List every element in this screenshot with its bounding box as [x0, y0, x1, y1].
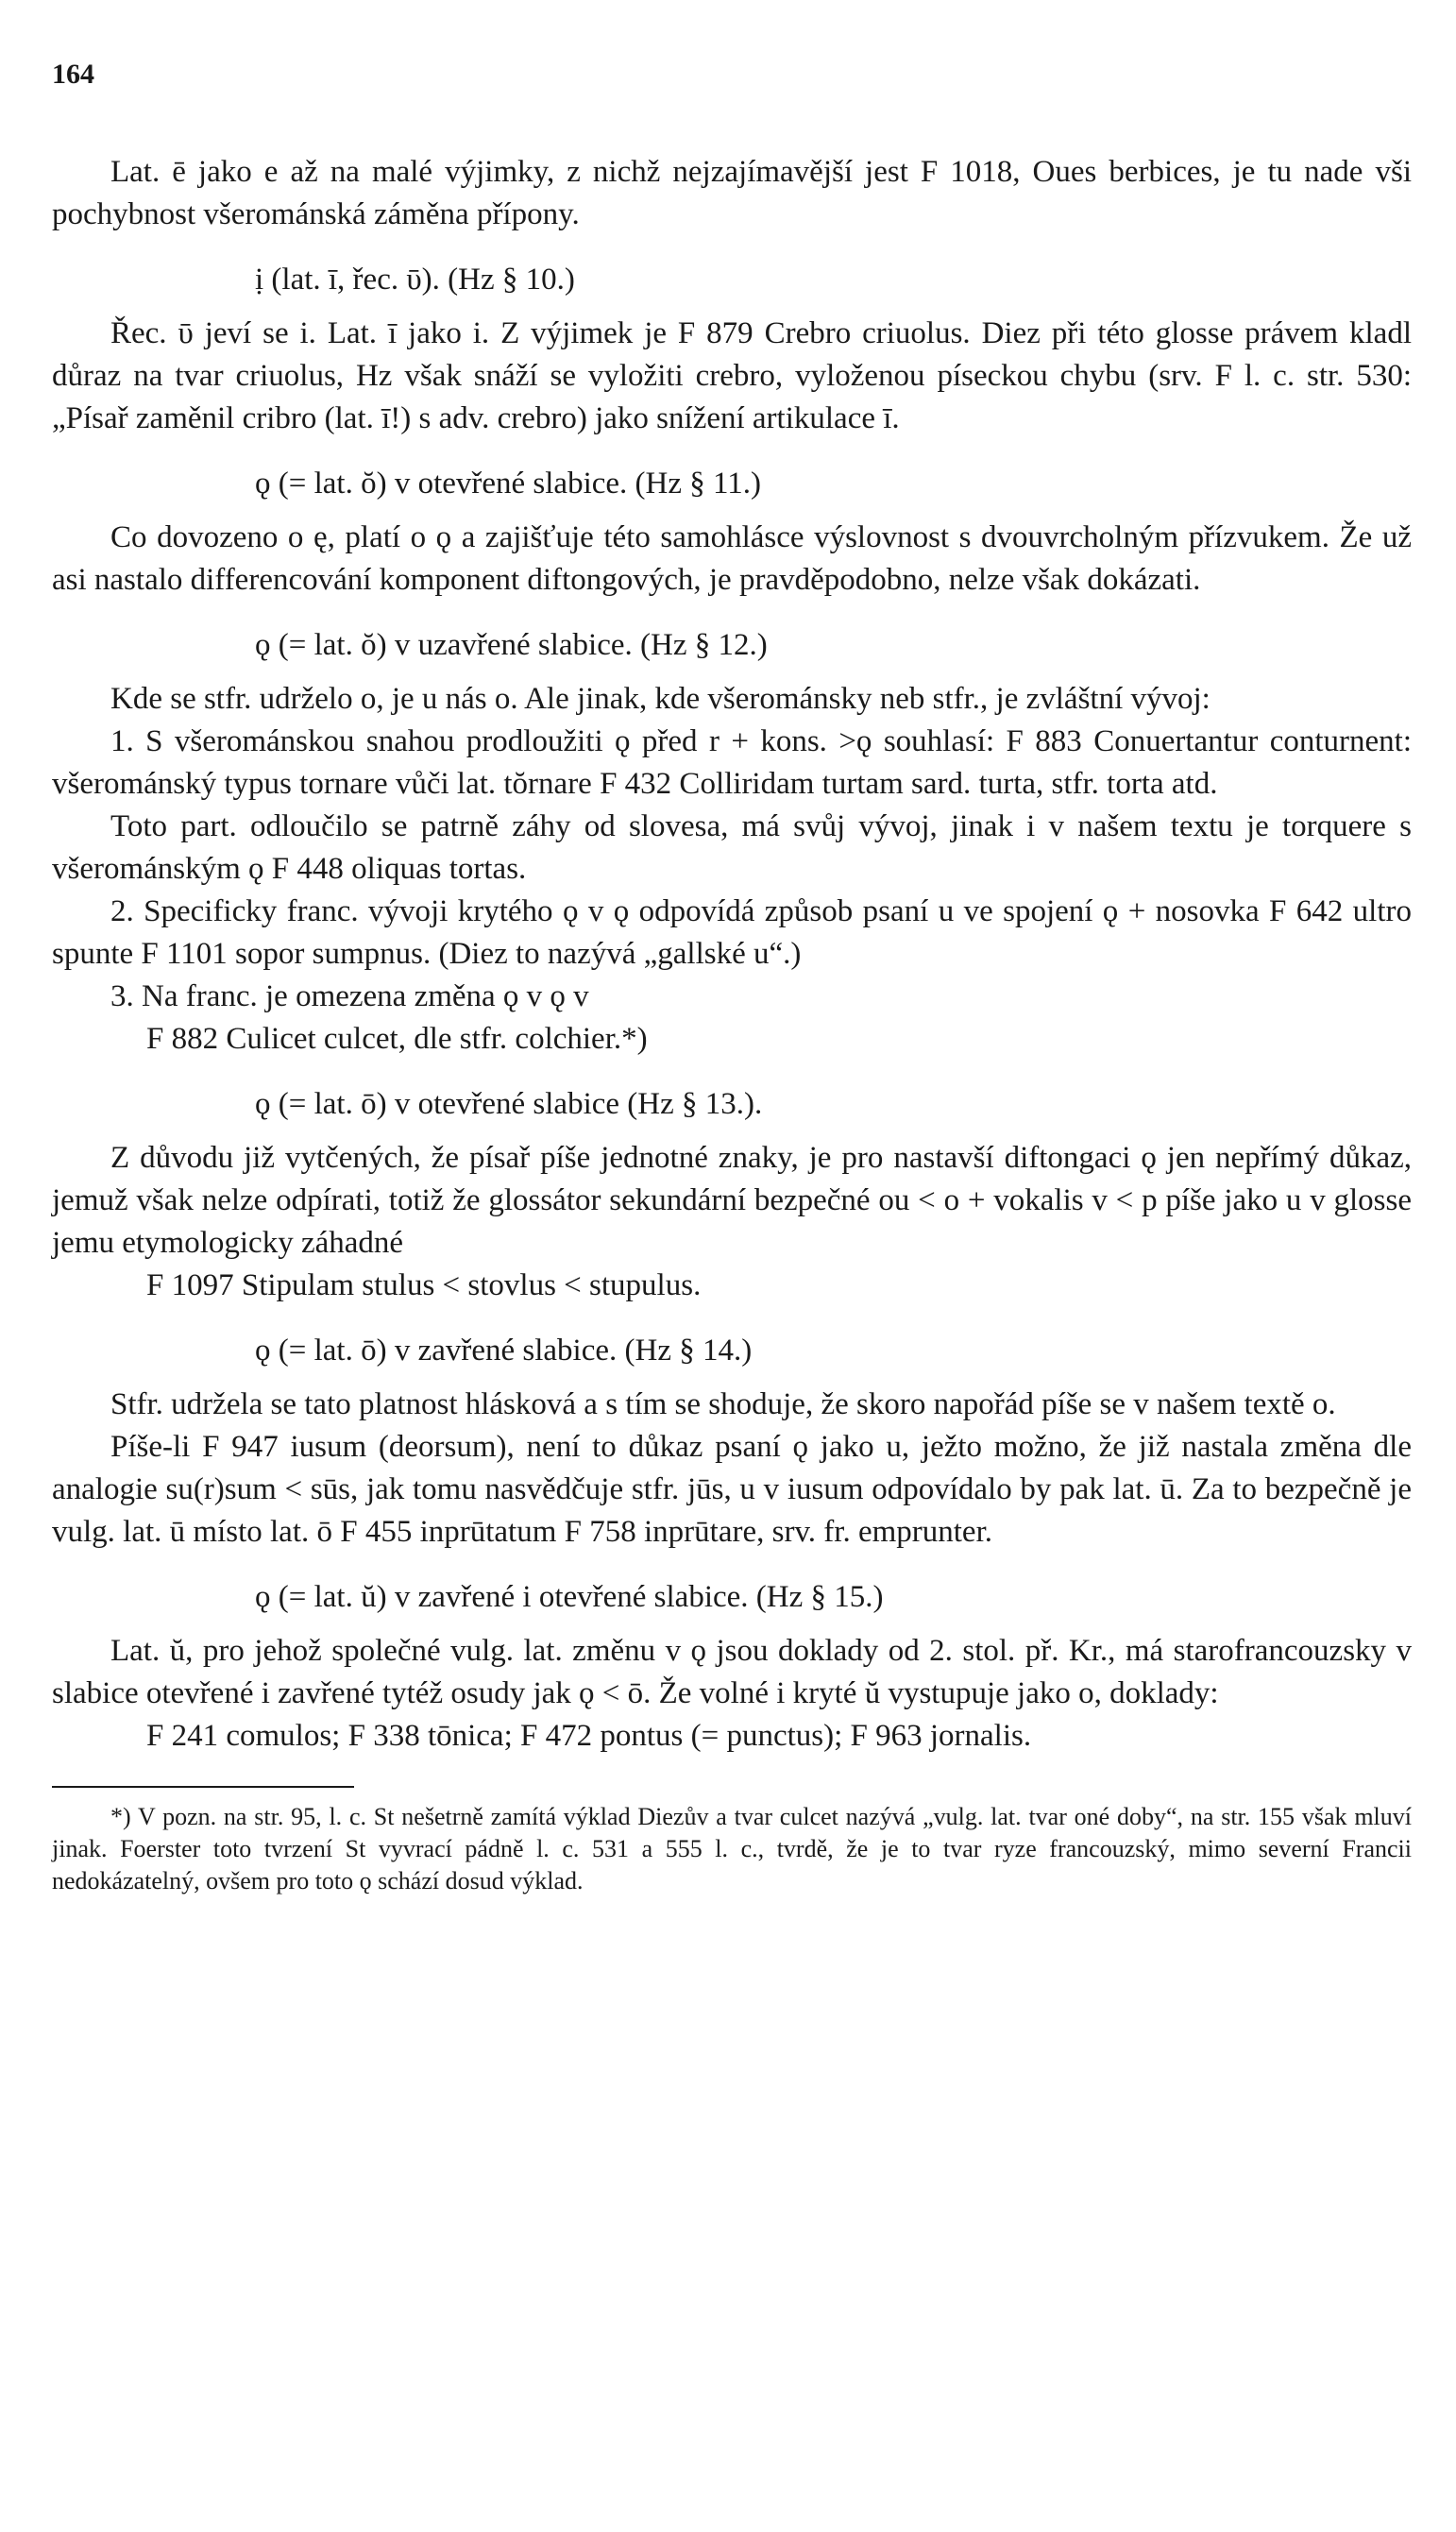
footnote-rule — [52, 1786, 354, 1788]
paragraph: Stfr. udržela se tato platnost hlásková a s tím se shoduje, že skoro napořád píše se v našem textě o. — [110, 1387, 1336, 1421]
section-heading: ị (lat. ī, řec. ῡ). (Hz § 10.) — [255, 263, 575, 297]
section-heading: ǫ (= lat. ŏ) v uzavřené slabice. (Hz § 12.) — [255, 628, 768, 662]
paragraph: Píše-li F 947 iusum (deorsum), není to důkaz psaní ǫ jako u, ježto možno, že již nastala změna dle analogie su(r)sum < sūs, jak tomu nasvědčuje stfr. jūs, u v iusum odpovídalo by pak lat. ū. Za to bezpečně je vulg. lat. ū místo lat. ō F 455 inprūtatum F 758 inprūtare, srv. fr. emprunter. — [52, 1430, 1412, 1549]
paragraph: Toto part. odloučilo se patrně záhy od slovesa, má svůj vývoj, jinak i v našem textu je torquere s všerománským ǫ F 448 oliquas tortas. — [52, 809, 1412, 886]
section-heading: ǫ (= lat. ŏ) v otevřené slabice. (Hz § 11.) — [255, 467, 762, 501]
citation-line: F 882 Culicet culcet, dle stfr. colchier.*) — [146, 1022, 648, 1056]
citation-line: F 1097 Stipulam stulus < stovlus < stupulus. — [146, 1268, 702, 1302]
text-body — [52, 151, 1412, 1897]
paragraph: Z důvodu již vytčených, že písař píše jednotné znaky, je pro nastavší diftongaci ǫ jen nepřímý důkaz, jemuž však nelze odpírati, totiž že glossátor sekundární bezpečné ou < o + vokalis v < p píše jako u v glosse jemu etymologicky záhadné — [52, 1141, 1412, 1260]
paragraph: 2. Specificky franc. vývoji krytého ǫ v ǫ odpovídá způsob psaní u ve spojení ǫ + nosovka F 642 ultro spunte F 1101 sopor sumpnus. (Diez to nazývá „gallské u“.) — [52, 894, 1412, 971]
section-heading: ǫ (= lat. ō) v otevřené slabice (Hz § 13.). — [255, 1087, 763, 1121]
paragraph: Lat. ŭ, pro jehož společné vulg. lat. změnu v ǫ jsou doklady od 2. stol. př. Kr., má starofrancouzsky v slabice otevřené i zavřené tytéž osudy jak ǫ < ō. Že volné i kryté ŭ vystupuje jako o, doklady: — [52, 1634, 1412, 1710]
paragraph: Lat. ē jako e až na malé výjimky, z nichž nejzajímavější jest F 1018, Oues berbices, je tu nade vši pochybnost všerománská záměna přípony. — [52, 155, 1412, 231]
page-number: 164 — [52, 59, 94, 90]
paragraph: Kde se stfr. udrželo o, je u nás o. Ale jinak, kde všerománsky neb stfr., je zvláštní vývoj: — [110, 682, 1211, 716]
citation-line: F 241 comulos; F 338 tōnica; F 472 pontus (= punctus); F 963 jornalis. — [146, 1719, 1032, 1753]
paragraph: 1. S všerománskou snahou prodloužiti ǫ před r + kons. >ǫ souhlasí: F 883 Conuertantur conturnent: všerománský typus tornare vůči lat. tŏrnare F 432 Colliridam turtam sard. turta, stfr. torta atd. — [52, 724, 1412, 801]
blocks-container — [52, 151, 1412, 1758]
section-heading: ǫ (= lat. ŭ) v zavřené i otevřené slabice. (Hz § 15.) — [255, 1580, 884, 1614]
paragraph: Co dovozeno o ę, platí o ǫ a zajišťuje této samohlásce výslovnost s dvouvrcholným přízvukem. Že už asi nastalo differencování komponent diftongových, je pravděpodobno, nelze však dokázati. — [52, 520, 1412, 597]
paragraph: 3. Na franc. je omezena změna ǫ v ǫ v — [110, 979, 589, 1013]
section-heading: ǫ (= lat. ō) v zavřené slabice. (Hz § 14.) — [255, 1334, 753, 1368]
footnote: *) V pozn. na str. 95, l. c. St nešetrně zamítá výklad Diezův a tvar culcet nazývá „vulg. lat. tvar oné doby“, na str. 155 však mluví jinak. Foerster toto tvrzení St vyvrací pádně l. c. 531 a 555 l. c., tvrdě, že je to tvar ryze francouzský, mimo severní Francii nedokázatelný, ovšem pro toto ǫ schází dosud výklad. — [52, 1803, 1412, 1895]
paragraph: Řec. ῡ jeví se i. Lat. ī jako i. Z výjimek je F 879 Crebro criuolus. Diez při této glosse právem kladl důraz na tvar criuolus, Hz však snáží se vyložiti crebro, vyloženou píseckou chybu (srv. F l. c. str. 530: „Písař zaměnil cribro (lat. ī!) s adv. crebro) jako snížení artikulace ī. — [52, 316, 1412, 435]
